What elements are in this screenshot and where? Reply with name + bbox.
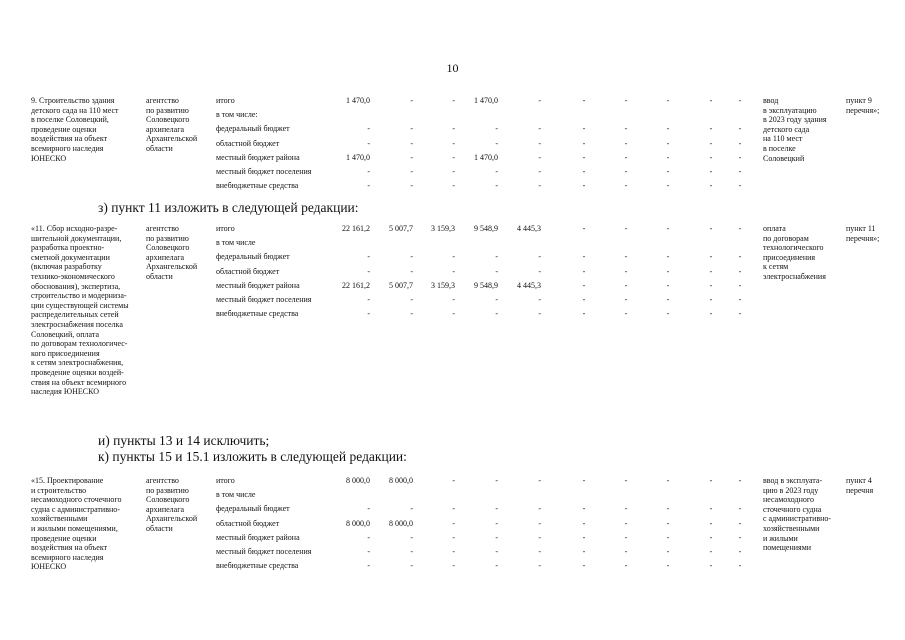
funding-value-cell: 5 007,7 xyxy=(389,224,413,233)
funding-value-cell: - xyxy=(709,224,713,233)
funding-source-label: областной бюджет xyxy=(216,138,280,148)
funding-value-cell: 8 000,0 xyxy=(346,518,370,528)
funding-value-cell: - xyxy=(538,252,541,262)
funding-value-cell: - xyxy=(367,532,370,542)
funding-value-cell: - xyxy=(738,167,742,176)
result-line: помещениями xyxy=(763,543,812,553)
funding-value-cell: - xyxy=(738,138,742,148)
funding-value-cell: 8 000,0 xyxy=(389,518,413,528)
result-line: в эксплуатацию xyxy=(763,105,817,115)
funding-value-cell: - xyxy=(410,124,413,134)
reference-line: пункт 9 xyxy=(846,96,872,105)
funding-value-cell: - xyxy=(624,138,628,148)
funding-value-cell: - xyxy=(367,124,370,134)
funding-value-cell: - xyxy=(738,152,742,162)
result-line: к сетям xyxy=(763,262,789,272)
funding-value-cell: - xyxy=(624,96,628,105)
funding-value-cell: - xyxy=(624,532,628,542)
funding-value-cell: - xyxy=(582,518,586,528)
funding-value-cell: - xyxy=(367,266,370,276)
executor-line: агентство xyxy=(146,476,179,485)
funding-source-label: внебюджетные средства xyxy=(216,561,299,571)
funding-value-cell: - xyxy=(495,295,498,304)
funding-value-cell: 3 159,3 xyxy=(431,224,455,233)
funding-value-cell: - xyxy=(582,138,586,148)
funding-source-label: внебюджетные средства xyxy=(216,309,299,319)
funding-value-cell: - xyxy=(709,518,713,528)
funding-source-label: федеральный бюджет xyxy=(216,124,290,134)
funding-value-cell: - xyxy=(666,476,670,485)
measure-description-line: ЮНЕСКО xyxy=(31,562,67,572)
funding-value-cell: - xyxy=(709,504,713,514)
funding-value-cell: - xyxy=(624,266,628,276)
funding-value-cell: - xyxy=(367,138,370,148)
funding-value-cell: - xyxy=(582,181,586,191)
funding-value-cell: - xyxy=(666,224,670,233)
funding-value-cell: - xyxy=(624,181,628,191)
funding-value-cell: - xyxy=(410,295,413,304)
result-line: с административно- xyxy=(763,514,832,524)
funding-value-cell: - xyxy=(367,252,370,262)
funding-value-cell: - xyxy=(666,295,670,304)
funding-value-cell: - xyxy=(624,547,628,556)
funding-value-cell: 1 470,0 xyxy=(474,96,498,105)
funding-value-cell: - xyxy=(367,167,370,176)
measure-description-line: детского сада на 110 мест xyxy=(31,105,119,115)
funding-value-cell: 22 161,2 xyxy=(342,224,370,233)
measure-description-line: распределительных сетей xyxy=(31,310,119,320)
funding-value-cell: 8 000,0 xyxy=(346,476,370,485)
heading-i: и) пункты 13 и 14 исключить; xyxy=(98,433,270,448)
funding-value-cell: - xyxy=(624,152,628,162)
funding-value-cell: - xyxy=(738,181,742,191)
funding-value-cell: - xyxy=(410,138,413,148)
result-line: оплата xyxy=(763,224,786,233)
funding-value-cell: - xyxy=(452,476,455,485)
funding-value-cell: 3 159,3 xyxy=(431,280,455,290)
funding-value-cell: - xyxy=(452,96,455,105)
funding-value-cell: - xyxy=(709,167,713,176)
funding-value-cell: - xyxy=(452,532,455,542)
result-line: в поселке xyxy=(763,144,796,153)
funding-value-cell: - xyxy=(709,266,713,276)
funding-value-cell: - xyxy=(624,280,628,290)
heading-z: з) пункт 11 изложить в следующей редакции: xyxy=(98,200,359,215)
funding-value-cell: - xyxy=(738,309,742,319)
funding-value-cell: - xyxy=(367,181,370,191)
funding-source-label: федеральный бюджет xyxy=(216,252,290,262)
funding-value-cell: - xyxy=(582,152,586,162)
funding-value-cell: 22 161,2 xyxy=(342,280,370,290)
funding-value-cell: - xyxy=(582,224,586,233)
funding-value-cell: - xyxy=(538,532,541,542)
funding-value-cell: - xyxy=(582,266,586,276)
funding-value-cell: 4 445,3 xyxy=(517,224,541,233)
funding-value-cell: - xyxy=(666,181,670,191)
funding-value-cell: - xyxy=(495,167,498,176)
funding-value-cell: - xyxy=(666,138,670,148)
funding-source-label: местный бюджет района xyxy=(216,280,300,290)
executor-line: области xyxy=(146,144,173,153)
funding-value-cell: - xyxy=(666,252,670,262)
funding-source-label: областной бюджет xyxy=(216,518,280,528)
funding-value-cell: - xyxy=(538,181,541,191)
funding-value-cell: - xyxy=(495,266,498,276)
funding-value-cell: - xyxy=(666,96,670,105)
funding-value-cell: 9 548,9 xyxy=(474,224,498,233)
funding-value-cell: - xyxy=(666,532,670,542)
executor-line: архипелага xyxy=(146,252,185,262)
executor-line: Архангельской xyxy=(146,514,198,524)
executor-line: Соловецкого xyxy=(146,243,190,253)
funding-value-cell: - xyxy=(582,309,586,319)
funding-value-cell: - xyxy=(495,181,498,191)
funding-value-cell: - xyxy=(709,295,713,304)
funding-value-cell: - xyxy=(452,152,455,162)
funding-value-cell: - xyxy=(709,181,713,191)
measure-description-line: всемирного наследия xyxy=(31,552,104,562)
funding-value-cell: - xyxy=(452,124,455,134)
funding-value-cell: - xyxy=(624,561,628,571)
funding-value-cell: - xyxy=(709,152,713,162)
funding-value-cell: - xyxy=(410,504,413,514)
funding-source-label: итого xyxy=(216,476,235,485)
funding-value-cell: - xyxy=(410,252,413,262)
reference-line: пункт 11 xyxy=(846,224,876,233)
funding-value-cell: - xyxy=(495,561,498,571)
funding-value-cell: - xyxy=(495,476,498,485)
funding-value-cell: - xyxy=(410,181,413,191)
result-line: технологического xyxy=(763,243,824,253)
funding-value-cell: - xyxy=(709,252,713,262)
funding-value-cell: - xyxy=(452,518,455,528)
funding-value-cell: - xyxy=(452,309,455,319)
measure-description-line: по договорам технологичес- xyxy=(31,339,128,349)
funding-value-cell: - xyxy=(624,167,628,176)
measure-description-line: ствия на объект всемирного xyxy=(31,377,127,387)
measure-description-line: Соловецкий, оплата xyxy=(31,329,99,339)
executor-line: Соловецкого xyxy=(146,115,190,125)
measure-description-line: всемирного наследия xyxy=(31,144,104,153)
funding-value-cell: - xyxy=(582,280,586,290)
executor-line: по развитию xyxy=(146,233,189,243)
measure-description-line: проведение оценки воздей- xyxy=(31,368,124,377)
result-line: электроснабжения xyxy=(763,272,826,281)
funding-value-cell: 5 007,7 xyxy=(389,280,413,290)
result-line: ввод в эксплуата- xyxy=(763,476,823,485)
funding-value-cell: - xyxy=(538,504,541,514)
result-line: присоединения xyxy=(763,252,816,262)
executor-line: Архангельской xyxy=(146,134,198,144)
funding-value-cell: - xyxy=(624,224,628,233)
funding-value-cell: - xyxy=(666,280,670,290)
funding-source-label: местный бюджет поселения xyxy=(216,547,312,556)
funding-value-cell: - xyxy=(410,532,413,542)
funding-value-cell: - xyxy=(582,295,586,304)
funding-value-cell: - xyxy=(582,532,586,542)
result-line: несамоходного xyxy=(763,495,814,505)
measure-description-line: проведение оценки xyxy=(31,124,97,134)
measure-description-line: сметной документации xyxy=(31,252,110,262)
funding-value-cell: - xyxy=(709,309,713,319)
funding-value-cell: - xyxy=(738,561,742,571)
funding-value-cell: - xyxy=(738,504,742,514)
measure-description-line: разработка проектно- xyxy=(31,243,105,253)
funding-value-cell: - xyxy=(410,547,413,556)
funding-value-cell: - xyxy=(624,518,628,528)
funding-value-cell: - xyxy=(452,181,455,191)
funding-value-cell: - xyxy=(495,532,498,542)
heading-k: к) пункты 15 и 15.1 изложить в следующей редакции: xyxy=(98,449,407,464)
measure-description-line: ЮНЕСКО xyxy=(31,153,67,163)
funding-value-cell: - xyxy=(666,309,670,319)
funding-value-cell: - xyxy=(709,96,713,105)
executor-line: архипелага xyxy=(146,504,185,514)
funding-value-cell: - xyxy=(624,252,628,262)
funding-value-cell: - xyxy=(538,561,541,571)
funding-value-cell: - xyxy=(538,152,541,162)
funding-value-cell: - xyxy=(410,96,413,105)
funding-value-cell: - xyxy=(624,476,628,485)
funding-value-cell: - xyxy=(582,167,586,176)
funding-value-cell: - xyxy=(738,547,742,556)
page-number: 10 xyxy=(446,61,459,75)
result-line: по договорам xyxy=(763,233,809,243)
funding-value-cell: - xyxy=(582,547,586,556)
funding-value-cell: - xyxy=(452,547,455,556)
measure-description-line: и жилыми помещениями, xyxy=(31,524,118,533)
executor-line: по развитию xyxy=(146,105,189,115)
funding-value-cell: - xyxy=(495,124,498,134)
funding-value-cell: - xyxy=(709,476,713,485)
measure-description-line: строительство и модерниза- xyxy=(31,291,127,301)
funding-value-cell: - xyxy=(452,561,455,571)
measure-description-line: воздействия на объект xyxy=(31,543,108,553)
funding-value-cell: - xyxy=(709,280,713,290)
funding-value-cell: - xyxy=(538,96,541,105)
funding-value-cell: 1 470,0 xyxy=(346,152,370,162)
measure-description-line: шительной документации, xyxy=(31,233,122,243)
funding-value-cell: - xyxy=(367,295,370,304)
funding-value-cell: - xyxy=(452,266,455,276)
executor-line: по развитию xyxy=(146,485,189,495)
funding-value-cell: - xyxy=(738,266,742,276)
funding-value-cell: - xyxy=(452,252,455,262)
funding-value-cell: - xyxy=(410,561,413,571)
result-line: хозяйственными xyxy=(763,524,820,533)
funding-value-cell: - xyxy=(582,561,586,571)
funding-value-cell: 9 548,9 xyxy=(474,280,498,290)
funding-source-label: местный бюджет поселения xyxy=(216,167,312,176)
executor-line: области xyxy=(146,272,173,281)
funding-value-cell: - xyxy=(452,138,455,148)
funding-value-cell: - xyxy=(709,547,713,556)
funding-source-label: местный бюджет района xyxy=(216,152,300,162)
funding-value-cell: 4 445,3 xyxy=(517,280,541,290)
funding-value-cell: - xyxy=(410,152,413,162)
funding-value-cell: - xyxy=(666,266,670,276)
funding-source-label: итого xyxy=(216,224,235,233)
funding-source-label: внебюджетные средства xyxy=(216,181,299,191)
funding-value-cell: - xyxy=(709,532,713,542)
funding-value-cell: - xyxy=(582,252,586,262)
measure-description-line: проведение оценки xyxy=(31,533,97,543)
measure-description-line: электроснабжения поселка xyxy=(31,320,123,329)
reference-line: перечня»; xyxy=(846,233,880,243)
measure-description-line: воздействия на объект xyxy=(31,134,108,144)
funding-value-cell: - xyxy=(738,252,742,262)
funding-value-cell: - xyxy=(666,152,670,162)
executor-line: архипелага xyxy=(146,124,185,134)
funding-value-cell: 1 470,0 xyxy=(346,96,370,105)
measure-description-line: несамоходного сточечного xyxy=(31,495,122,505)
funding-source-label: федеральный бюджет xyxy=(216,504,290,514)
measure-description-line: в поселке Соловецкий, xyxy=(31,115,109,125)
executor-line: агентство xyxy=(146,224,179,233)
funding-value-cell: - xyxy=(624,504,628,514)
result-line: на 110 мест xyxy=(763,134,803,144)
funding-value-cell: 8 000,0 xyxy=(389,476,413,485)
funding-value-cell: - xyxy=(538,476,541,485)
funding-value-cell: - xyxy=(666,547,670,556)
reference-line: перечня»; xyxy=(846,105,880,115)
funding-value-cell: - xyxy=(538,518,541,528)
measure-description-line: к сетям электроснабжения, xyxy=(31,358,124,368)
funding-value-cell: - xyxy=(495,309,498,319)
funding-value-cell: - xyxy=(738,124,742,134)
funding-value-cell: - xyxy=(624,295,628,304)
funding-value-cell: - xyxy=(666,518,670,528)
funding-value-cell: - xyxy=(666,504,670,514)
funding-value-cell: - xyxy=(582,124,586,134)
funding-value-cell: - xyxy=(624,124,628,134)
funding-value-cell: - xyxy=(452,167,455,176)
funding-value-cell: - xyxy=(495,518,498,528)
funding-source-label: итого xyxy=(216,96,235,105)
funding-source-label: областной бюджет xyxy=(216,266,280,276)
measure-description-line: обоснования), экспертиза, xyxy=(31,281,121,291)
measure-description-line: и строительство xyxy=(31,485,87,495)
result-line: ввод xyxy=(763,96,779,105)
funding-value-cell: - xyxy=(582,476,586,485)
funding-value-cell: 1 470,0 xyxy=(474,152,498,162)
funding-value-cell: - xyxy=(709,561,713,571)
funding-value-cell: - xyxy=(538,295,541,304)
funding-source-label: местный бюджет поселения xyxy=(216,295,312,304)
funding-source-label: в том числе xyxy=(216,490,256,500)
funding-value-cell: - xyxy=(495,252,498,262)
funding-source-label: в том числе: xyxy=(216,110,258,120)
funding-value-cell: - xyxy=(738,224,742,233)
measure-description-line: наследия ЮНЕСКО xyxy=(31,387,99,397)
funding-value-cell: - xyxy=(538,309,541,319)
funding-value-cell: - xyxy=(367,561,370,571)
funding-value-cell: - xyxy=(738,532,742,542)
executor-line: Архангельской xyxy=(146,262,198,272)
funding-source-label: местный бюджет района xyxy=(216,532,300,542)
funding-source-label: в том числе xyxy=(216,238,256,248)
measure-description-line: 9. Строительство здания xyxy=(31,96,115,105)
result-line: детского сада xyxy=(763,124,810,134)
result-line: цию в 2023 году xyxy=(763,485,819,495)
funding-value-cell: - xyxy=(367,309,370,319)
funding-value-cell: - xyxy=(738,295,742,304)
funding-value-cell: - xyxy=(538,138,541,148)
funding-value-cell: - xyxy=(738,518,742,528)
measure-description-line: кого присоединения xyxy=(31,348,100,358)
measure-description-line: «11. Сбор исходно-разре- xyxy=(31,224,118,233)
funding-value-cell: - xyxy=(582,96,586,105)
measure-description-line: хозяйственными xyxy=(31,514,88,524)
measure-description-line: судна с административно- xyxy=(31,504,120,514)
funding-value-cell: - xyxy=(367,504,370,514)
funding-value-cell: - xyxy=(452,295,455,304)
result-line: и жилыми xyxy=(763,533,798,543)
funding-value-cell: - xyxy=(738,476,742,485)
result-line: в 2023 году здания xyxy=(763,115,827,125)
executor-line: области xyxy=(146,524,173,533)
measure-description-line: ции существующей системы xyxy=(31,300,129,310)
funding-value-cell: - xyxy=(624,309,628,319)
funding-value-cell: - xyxy=(738,280,742,290)
funding-value-cell: - xyxy=(452,504,455,514)
funding-value-cell: - xyxy=(538,167,541,176)
measure-description-line: «15. Проектирование xyxy=(31,476,104,485)
funding-value-cell: - xyxy=(582,504,586,514)
funding-value-cell: - xyxy=(709,138,713,148)
funding-value-cell: - xyxy=(666,124,670,134)
funding-value-cell: - xyxy=(495,547,498,556)
executor-line: агентство xyxy=(146,96,179,105)
reference-line: перечня xyxy=(846,485,874,495)
measure-description-line: (включая разработку xyxy=(31,262,102,272)
result-line: сточечного судна xyxy=(763,504,822,514)
funding-value-cell: - xyxy=(495,138,498,148)
funding-value-cell: - xyxy=(495,504,498,514)
funding-value-cell: - xyxy=(538,266,541,276)
funding-value-cell: - xyxy=(410,309,413,319)
reference-line: пункт 4 xyxy=(846,476,872,485)
funding-value-cell: - xyxy=(738,96,742,105)
result-line: Соловецкий xyxy=(763,153,805,163)
funding-value-cell: - xyxy=(367,547,370,556)
funding-value-cell: - xyxy=(410,266,413,276)
funding-value-cell: - xyxy=(538,547,541,556)
executor-line: Соловецкого xyxy=(146,495,190,505)
funding-value-cell: - xyxy=(666,561,670,571)
funding-value-cell: - xyxy=(666,167,670,176)
funding-value-cell: - xyxy=(709,124,713,134)
funding-value-cell: - xyxy=(410,167,413,176)
measure-description-line: технико-экономического xyxy=(31,272,115,281)
funding-value-cell: - xyxy=(538,124,541,134)
